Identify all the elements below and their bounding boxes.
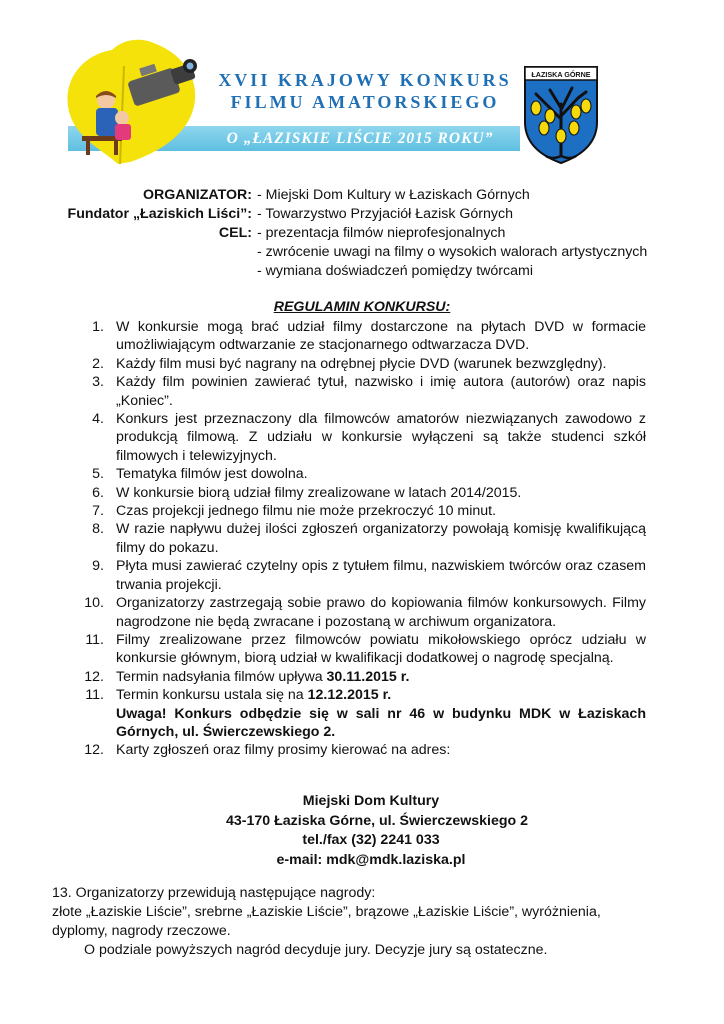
prizes-list: złote „Łaziskie Liście”, srebrne „Łaziskie Liście”, brązowe „Łaziskie Liście”, wyróżnienia, xyxy=(52,904,601,920)
rule-item: 5. Tematyka filmów jest dowolna. xyxy=(92,466,308,483)
rule-item: 7. Czas projekcji jednego filmu nie może przekroczyć 10 minut. xyxy=(92,503,497,520)
rule-item: 8. W razie napływu dużej ilości zgłoszeń organizatorzy powołają komisję kwalifikującą filmy do pokazu. xyxy=(92,521,646,556)
info-value: - wymiana doświadczeń pomiędzy twórcami xyxy=(257,263,533,279)
info-label xyxy=(0,243,252,262)
contest-title-line1: XVII KRAJOWY KONKURS xyxy=(218,70,512,90)
info-label xyxy=(0,262,252,281)
contest-title-line2: FILMU AMATORSKIEGO xyxy=(230,92,500,112)
venue-note: Uwaga! Konkurs odbędzie się w sali nr 46 w budynku MDK w Łaziskach Górnych, ul. Świerczewskiego 2. xyxy=(116,705,646,740)
prizes-list-cont: dyplomy, nagrody rzeczowe. xyxy=(52,923,231,939)
rule-item: 3. Każdy film powinien zawierać tytuł, nazwisko i imię autora (autorów) oraz napis „Koniec”. xyxy=(92,374,646,409)
rules-list xyxy=(80,318,646,760)
contest-subtitle: O „ŁAZISKIE LIŚCIE 2015 ROKU” xyxy=(226,130,494,147)
prizes-section xyxy=(52,884,652,960)
coat-of-arms-icon xyxy=(522,64,600,166)
rule-item: 11. Filmy zrealizowane przez filmowców powiatu mikołowskiego oprócz udziału w konkursie głównym, biorą udział w kwalifikacji dodatkowej o nagrodę specjalną. xyxy=(85,631,646,667)
jury-note: O podziale powyższych nagród decyduje jury. Decyzje jury są ostateczne. xyxy=(84,942,548,958)
info-value: - Towarzystwo Przyjaciół Łazisk Górnych xyxy=(257,206,513,222)
rule-item: 2. Każdy film musi być nagrany na odrębnej płycie DVD (warunek bezwzględny). xyxy=(92,355,607,372)
mailing-address xyxy=(226,792,529,870)
header xyxy=(0,0,724,180)
rule-item: 11. Termin konkursu ustala się na 12.12.2015 r. Uwaga! Konkurs odbędzie się w sali nr 46 w budynku MDK w Łaziskach Górnych, ul. Świerczewskiego 2. xyxy=(85,687,646,740)
address-street: 43-170 Łaziska Górne, ul. Świerczewskiego 2 xyxy=(226,812,529,829)
rule-item: 9. Płyta musi zawierać czytelny opis z tytułem filmu, nazwiskiem twórców oraz czasem trwania projekcji. xyxy=(92,558,646,593)
rule-item: 6. W konkursie biorą udział filmy zrealizowane w latach 2014/2015. xyxy=(92,484,522,501)
info-value: - prezentacja filmów nieprofesjonalnych xyxy=(257,225,506,241)
contest-date: 12.12.2015 r. xyxy=(307,687,392,704)
rule-item: 12. Termin nadsyłania filmów upływa 30.11.2015 r. xyxy=(84,668,410,685)
info-labels xyxy=(0,186,252,281)
address-email: e-mail: mdk@mdk.laziska.pl xyxy=(276,851,466,868)
rule-item: 10. Organizatorzy zastrzegają sobie prawo do kopiowania filmów konkursowych. Filmy nagrodzone nie będą zwracane i pozostaną w archiwum organizatora. xyxy=(84,595,646,630)
rule-item: 4. Konkurs jest przeznaczony dla filmowców amatorów niezwiązanych zawodowo z produkcją filmową. Z udziału w konkursie wyłączeni są także studenci szkół filmowych i telewizyjnych. xyxy=(92,411,646,464)
svg-text:ŁAZISKA GÓRNE: ŁAZISKA GÓRNE xyxy=(531,70,591,79)
rules-heading: REGULAMIN KONKURSU: xyxy=(273,299,451,315)
info-values xyxy=(257,186,707,281)
info-label: Fundator „Łaziskich Liści”: xyxy=(67,206,252,222)
info-label: ORGANIZATOR: xyxy=(142,187,252,203)
info-value: - zwrócenie uwagi na filmy o wysokich walorach artystycznych xyxy=(257,244,648,260)
rule-item: 12. Karty zgłoszeń oraz filmy prosimy kierować na adres: xyxy=(84,742,451,759)
info-label: CEL: xyxy=(218,225,252,241)
address-phone: tel./fax (32) 2241 033 xyxy=(302,832,440,848)
deadline-date: 30.11.2015 r. xyxy=(326,668,410,685)
prizes-intro: 13. Organizatorzy przewidują następujące nagrody: xyxy=(52,885,376,901)
address-name: Miejski Dom Kultury xyxy=(302,793,440,809)
info-value: - Miejski Dom Kultury w Łaziskach Górnych xyxy=(257,187,530,203)
rule-item: 1. W konkursie mogą brać udział filmy dostarczone na płytach DVD w formacie umożliwiającym odtwarzanie ze stacjonarnego odtwarzacza DVD. xyxy=(92,319,646,354)
